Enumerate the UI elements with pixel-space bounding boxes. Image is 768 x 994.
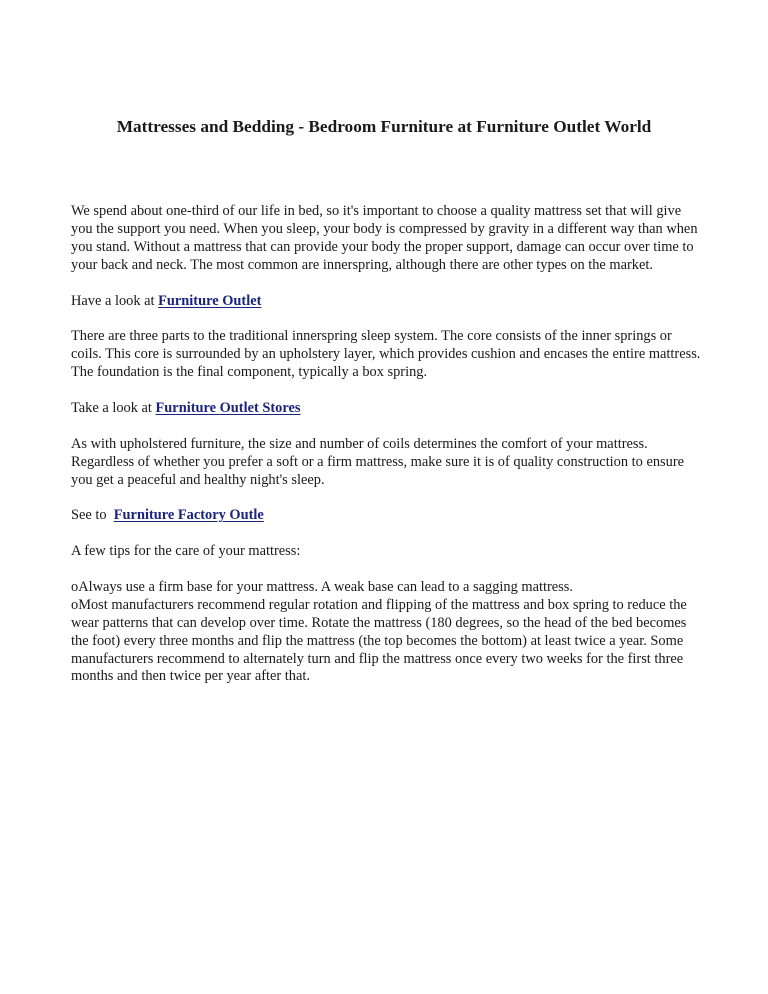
furniture-outlet-link[interactable]: Furniture Outlet <box>158 292 262 309</box>
link-paragraph-furniture-outlet-stores <box>71 400 703 418</box>
tip-item: oMost manufacturers recommend regular rotation and flipping of the mattress and box spring to reduce the wear patterns that can develop over time. Rotate the mattress (180 degrees, so the head of the bed becomes the foot) every three months and flip the mattress (the top becomes the bottom) at least twice a year. Some manufacturers recommend to alternately turn and flip the mattress once every two weeks for the first three months and then twice per year after that. <box>71 596 687 685</box>
intro-paragraph: We spend about one-third of our life in bed, so it's important to choose a quality mattress set that will give you the support you need. When you sleep, your body is compressed by gravity in a different way than when you stand. Without a mattress that can provide your body the proper support, damage can occur over time to your back and neck. The most common are innerspring, although there are other types on the market. <box>71 203 698 273</box>
link-lead-text: Have a look at <box>71 292 159 309</box>
furniture-factory-outle-link[interactable]: Furniture Factory Outle <box>113 507 264 524</box>
tip-item: oAlways use a firm base for your mattress. A weak base can lead to a sagging mattress. <box>71 578 573 595</box>
link-lead-text: See to <box>71 507 114 524</box>
link-lead-text: Take a look at <box>71 399 156 416</box>
coils-paragraph: As with upholstered furniture, the size and number of coils determines the comfort of your mattress. Regardless of whether you prefer a soft or a firm mattress, make sure it is of quality construction to ensure you get a peaceful and healthy night's sleep. <box>71 435 685 488</box>
link-paragraph-furniture-factory-outle <box>71 507 703 525</box>
article-body <box>71 203 703 686</box>
sleep-system-paragraph: There are three parts to the traditional innerspring sleep system. The core consists of the inner springs or coils. This core is surrounded by an upholstery layer, which provides cushion and encases the entire mattress. The foundation is the final component, typically a box spring. <box>71 328 701 381</box>
page-title: Mattresses and Bedding - Bedroom Furniture at Furniture Outlet World <box>116 117 652 136</box>
furniture-outlet-stores-link[interactable]: Furniture Outlet Stores <box>155 399 301 416</box>
link-paragraph-furniture-outlet <box>71 293 703 311</box>
tips-heading: A few tips for the care of your mattress: <box>71 543 301 560</box>
